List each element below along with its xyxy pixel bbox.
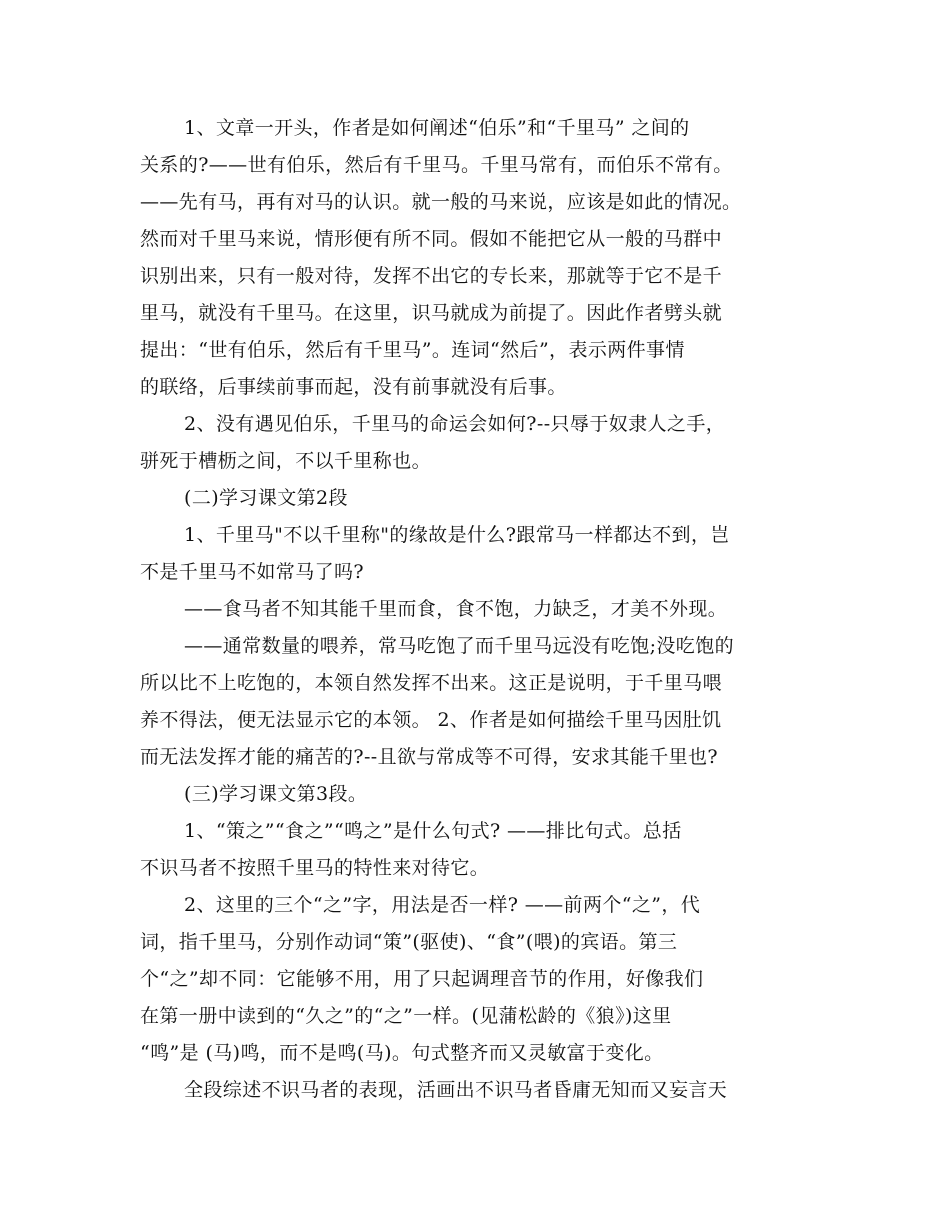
text-line: 骈死于槽枥之间，不以千里称也。 xyxy=(140,450,432,472)
text-line: 全段综述不识马者的表现，活画出不识马者昏庸无知而又妄言天 xyxy=(184,1079,728,1101)
text-line: 2、这里的三个“之”字，用法是否一样? ——前两个“之”，代 xyxy=(184,894,701,916)
text-line: 关系的?——世有伯乐，然后有千里马。千里马常有，而伯乐不常有。 xyxy=(140,154,733,176)
text-line: 养不得法，便无法显示它的本领。 2、作者是如何描绘千里马因肚饥 xyxy=(140,709,722,731)
text-line: 识别出来，只有一般对待，发挥不出它的专长来，那就等于它不是千 xyxy=(140,265,723,287)
text-line: 词，指千里马，分别作动词“策”(驱使)、“食”(喂)的宾语。第三 xyxy=(140,931,678,953)
text-line: ——食马者不知其能千里而食，食不饱，力缺乏，才美不外现。 xyxy=(184,598,728,620)
text-line: 在第一册中读到的“久之”的“之”一样。(见蒲松龄的《狼》)这里 xyxy=(140,1005,672,1027)
text-line: 个“之”却不同：它能够不用，用了只起调理音节的作用，好像我们 xyxy=(140,968,704,990)
text-line: 里马，就没有千里马。在这里，识马就成为前提了。因此作者劈头就 xyxy=(140,302,723,324)
text-line: 然而对千里马来说，情形便有所不同。假如不能把它从一般的马群中 xyxy=(140,228,723,250)
text-line: ——先有马，再有对马的认识。就一般的马来说，应该是如此的情况。 xyxy=(140,191,742,213)
text-line: 而无法发挥才能的痛苦的?--且欲与常成等不可得，安求其能千里也? xyxy=(140,746,719,768)
text-line: ——通常数量的喂养，常马吃饱了而千里马远没有吃饱;没吃饱的 xyxy=(184,635,735,657)
text-line: 所以比不上吃饱的，本领自然发挥不出来。这正是说明，于千里马喂 xyxy=(140,672,723,694)
text-line: 提出：“世有伯乐，然后有千里马”。连词“然后”，表示两件事情 xyxy=(140,339,685,361)
text-line: 2、没有遇见伯乐，千里马的命运会如何?--只辱于奴隶人之手， xyxy=(184,413,726,435)
document-body xyxy=(140,110,810,1109)
text-line: 1、文章一开头，作者是如何阐述“伯乐”和“千里马” 之间的 xyxy=(184,117,690,139)
text-line: “鸣”是 (马)鸣，而不是鸣(马)。句式整齐而又灵敏富于变化。 xyxy=(140,1042,664,1064)
text-line: 1、“策之”“食之”“鸣之”是什么句式? ——排比句式。总括 xyxy=(184,820,682,842)
text-line: 1、千里马"不以千里称"的缘故是什么?跟常马一样都达不到，岂 xyxy=(184,524,730,546)
text-line: 不是千里马不如常马了吗? xyxy=(140,561,364,583)
text-line: (二)学习课文第2段 xyxy=(184,487,348,509)
text-line: 不识马者不按照千里马的特性来对待它。 xyxy=(140,857,490,879)
text-line: (三)学习课文第3段。 xyxy=(184,783,368,805)
text-line: 的联络，后事续前事而起，没有前事就没有后事。 xyxy=(140,376,567,398)
